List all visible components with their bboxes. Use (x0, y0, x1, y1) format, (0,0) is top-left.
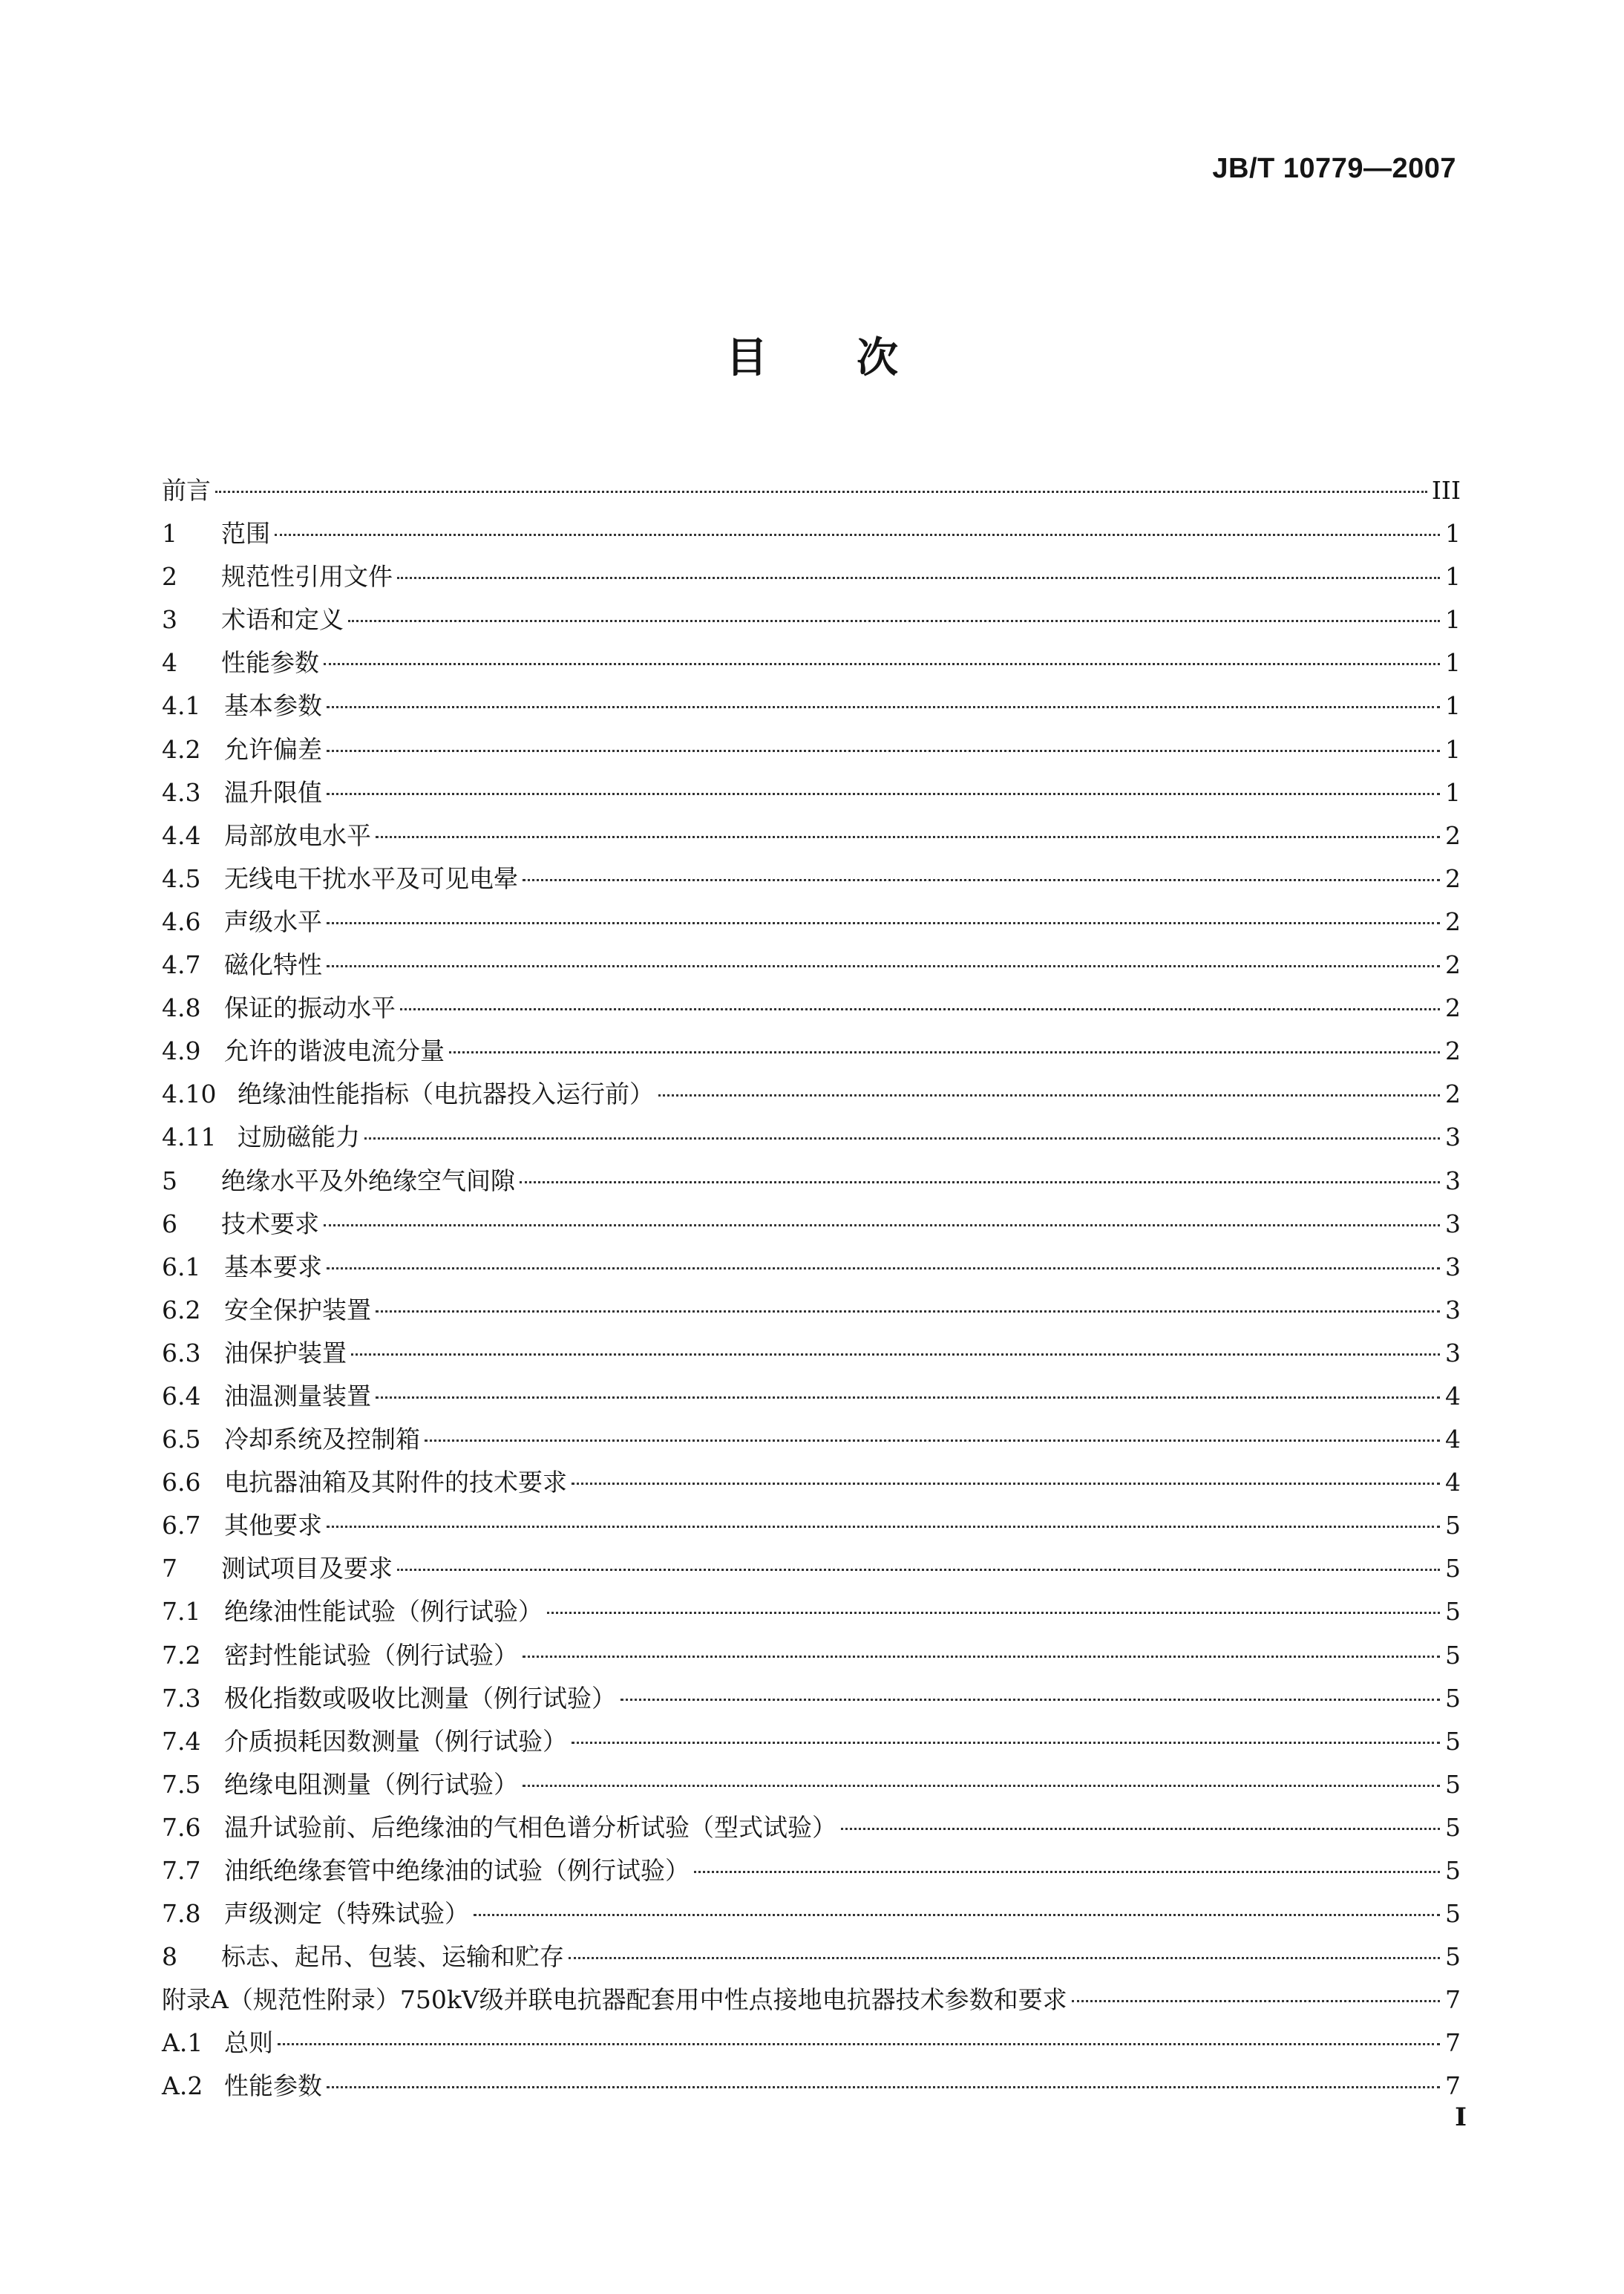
toc-entry-label: 性能参数 (224, 2071, 322, 2101)
toc-entry-label: 其他要求 (224, 1511, 322, 1540)
toc-entry-page: 5 (1445, 1554, 1461, 1584)
toc-leader-dots (569, 1957, 1440, 1959)
toc-entry[interactable] (162, 684, 1461, 728)
toc-entry-number: 4.2 (162, 734, 201, 764)
toc-entry-page: 4 (1445, 1381, 1461, 1411)
toc-entry-number: 6 (162, 1209, 177, 1238)
toc-entry-number: 6.4 (162, 1381, 201, 1411)
toc-entry-page: 1 (1445, 562, 1461, 592)
toc-entry-label: 允许的谐波电流分量 (224, 1036, 445, 1066)
toc-entry[interactable] (162, 1073, 1461, 1116)
toc-entry[interactable] (162, 1935, 1461, 1978)
toc-entry[interactable] (162, 555, 1461, 598)
toc-entry[interactable] (162, 771, 1461, 814)
toc-entry-label: 总则 (224, 2028, 273, 2058)
standard-code: JB/T 10779—2007 (1212, 153, 1456, 184)
toc-entry[interactable] (162, 1978, 1461, 2022)
toc-entry-number: 6.3 (162, 1338, 201, 1367)
toc-entry-label: 术语和定义 (221, 605, 344, 635)
toc-entry-page: 5 (1445, 1769, 1461, 1799)
toc-entry-number: 6.7 (162, 1511, 201, 1540)
toc-entry-number: 4.1 (162, 691, 201, 721)
toc-entry-label: 油保护装置 (224, 1338, 347, 1367)
toc-entry-page: 5 (1445, 1812, 1461, 1842)
toc-entry-number: 7 (162, 1554, 177, 1584)
toc-leader-dots (327, 922, 1440, 924)
toc-leader-dots (523, 1656, 1440, 1658)
toc-leader-dots (327, 965, 1440, 967)
toc-entry-label: 极化指数或吸收比测量（例行试验） (224, 1683, 616, 1713)
toc-entry-page: 1 (1445, 734, 1461, 764)
toc-entry-page: 5 (1445, 1856, 1461, 1885)
toc-entry-page: 4 (1445, 1425, 1461, 1454)
toc-entry-label: 绝缘油性能指标（电抗器投入运行前） (238, 1079, 654, 1109)
toc-entry-label: 油温测量装置 (224, 1381, 371, 1411)
toc-leader-dots (327, 1267, 1440, 1269)
toc-entry[interactable] (162, 1547, 1461, 1590)
toc-leader-dots (621, 1699, 1440, 1701)
toc-entry[interactable] (162, 1116, 1461, 1159)
toc-entry-number: A.2 (162, 2071, 203, 2101)
toc-entry-number: A.1 (162, 2028, 203, 2058)
toc-entry[interactable] (162, 1590, 1461, 1633)
toc-entry-page: 3 (1445, 1166, 1461, 1195)
toc-leader-dots (397, 577, 1440, 579)
toc-leader-dots (327, 793, 1440, 795)
toc-leader-dots (327, 750, 1440, 752)
toc-leader-dots (523, 879, 1440, 881)
toc-entry-label: 测试项目及要求 (221, 1554, 393, 1584)
toc-entry-page: 5 (1445, 1597, 1461, 1627)
toc-entry[interactable] (162, 987, 1461, 1030)
toc-entry-page: 7 (1445, 2071, 1461, 2101)
toc-entry-label: 安全保护装置 (224, 1295, 371, 1324)
toc-entry[interactable] (162, 598, 1461, 641)
toc-entry-label: 允许偏差 (224, 734, 322, 764)
toc-leader-dots (520, 1181, 1440, 1183)
toc-entry-number: 8 (162, 1942, 177, 1972)
toc-entry[interactable] (162, 512, 1461, 555)
toc-leader-dots (324, 1224, 1440, 1226)
toc-entry-page: 1 (1445, 605, 1461, 635)
toc-entry-label: 前言 (162, 476, 211, 505)
toc-leader-dots (348, 620, 1440, 622)
toc-entry[interactable] (162, 1246, 1461, 1289)
toc-leader-dots (572, 1742, 1440, 1744)
toc-entry[interactable] (162, 814, 1461, 857)
toc-entry-number: 7.2 (162, 1640, 201, 1670)
toc-leader-dots (364, 1137, 1440, 1140)
toc-entry-number: 4.9 (162, 1036, 201, 1066)
toc-leader-dots (275, 534, 1440, 536)
toc-entry[interactable] (162, 1892, 1461, 1935)
toc-entry[interactable] (162, 901, 1461, 944)
toc-entry-number: 1 (162, 519, 177, 549)
toc-entry-number: 7.8 (162, 1899, 201, 1929)
toc-entry-page: 7 (1445, 2028, 1461, 2058)
toc-entry-number: 5 (162, 1166, 177, 1195)
page-number: I (1455, 2102, 1467, 2132)
toc-entry-label: 标志、起吊、包装、运输和贮存 (221, 1942, 564, 1972)
toc-entry-number: 7.5 (162, 1769, 201, 1799)
toc-entry-number: 3 (162, 605, 177, 635)
toc-entry-page: 3 (1445, 1295, 1461, 1324)
toc-entry-number: 6.2 (162, 1295, 201, 1324)
toc-entry-page: 2 (1445, 906, 1461, 936)
toc-entry-label: 磁化特性 (224, 950, 322, 980)
toc-entry-number: 4.6 (162, 906, 201, 936)
toc-entry-label: 温升限值 (224, 777, 322, 807)
toc-entry-label: 范围 (221, 519, 270, 549)
toc-entry-page: 5 (1445, 1640, 1461, 1670)
toc-entry-label: 保证的振动水平 (224, 993, 396, 1023)
toc-entry-page: 5 (1445, 1683, 1461, 1713)
toc-entry-label: 声级测定（特殊试验） (224, 1899, 469, 1929)
toc-entry[interactable] (162, 1849, 1461, 1892)
toc-entry-number: 4.7 (162, 950, 201, 980)
toc-entry-page: 5 (1445, 1942, 1461, 1972)
table-of-contents (162, 469, 1461, 2108)
toc-entry-number: 4.10 (162, 1079, 217, 1109)
toc-entry[interactable] (162, 1160, 1461, 1203)
page-title: 目次 (726, 334, 987, 382)
toc-entry-label: 绝缘油性能试验（例行试验） (224, 1597, 543, 1627)
toc-entry-page: 3 (1445, 1123, 1461, 1152)
toc-entry-page: 2 (1445, 1036, 1461, 1066)
toc-entry-page: 2 (1445, 993, 1461, 1023)
toc-entry-label: 基本参数 (224, 691, 322, 721)
toc-entry-number: 6.1 (162, 1252, 201, 1281)
toc-entry-number: 4.4 (162, 820, 201, 850)
toc-entry-number: 2 (162, 562, 177, 592)
toc-entry[interactable] (162, 1289, 1461, 1332)
toc-entry[interactable] (162, 1634, 1461, 1677)
toc-leader-dots (327, 2086, 1440, 2088)
toc-entry-page: 2 (1445, 863, 1461, 893)
toc-entry-label: 密封性能试验（例行试验） (224, 1640, 518, 1670)
toc-entry-number: 6.5 (162, 1425, 201, 1454)
toc-entry-page: 2 (1445, 820, 1461, 850)
toc-entry-page: 1 (1445, 691, 1461, 721)
toc-entry[interactable] (162, 2022, 1461, 2065)
toc-entry[interactable] (162, 857, 1461, 901)
toc-leader-dots (215, 491, 1427, 493)
toc-entry-number: 6.6 (162, 1468, 201, 1497)
toc-entry[interactable] (162, 1332, 1461, 1375)
toc-entry-label: 基本要求 (224, 1252, 322, 1281)
toc-entry-label: 性能参数 (221, 648, 319, 678)
toc-entry-page: 5 (1445, 1726, 1461, 1756)
toc-leader-dots (523, 1785, 1440, 1787)
toc-leader-dots (376, 836, 1440, 838)
toc-entry-page: 4 (1445, 1468, 1461, 1497)
toc-entry-label: 温升试验前、后绝缘油的气相色谱分析试验（型式试验） (224, 1812, 836, 1842)
toc-leader-dots (449, 1051, 1440, 1053)
toc-leader-dots (658, 1094, 1440, 1097)
toc-leader-dots (327, 706, 1440, 708)
toc-leader-dots (278, 2043, 1440, 2045)
toc-entry-page: 1 (1445, 519, 1461, 549)
toc-entry-page: 5 (1445, 1899, 1461, 1929)
toc-entry[interactable] (162, 1030, 1461, 1073)
toc-entry-number: 4.8 (162, 993, 201, 1023)
toc-entry-page: 1 (1445, 777, 1461, 807)
toc-entry-number: 7.3 (162, 1683, 201, 1713)
toc-entry[interactable] (162, 1504, 1461, 1547)
toc-entry-label: 过励磁能力 (238, 1123, 360, 1152)
toc-entry-label: 油纸绝缘套管中绝缘油的试验（例行试验） (224, 1856, 690, 1885)
toc-entry[interactable] (162, 1763, 1461, 1806)
toc-leader-dots (694, 1871, 1440, 1873)
toc-entry[interactable] (162, 2065, 1461, 2108)
toc-leader-dots (400, 1008, 1440, 1010)
toc-entry-number: 4.11 (162, 1123, 217, 1152)
toc-entry-number: 4.3 (162, 777, 201, 807)
toc-leader-dots (397, 1569, 1440, 1571)
toc-leader-dots (572, 1483, 1440, 1485)
toc-entry-number: 7.6 (162, 1812, 201, 1842)
toc-leader-dots (324, 663, 1440, 665)
toc-entry[interactable] (162, 1375, 1461, 1418)
toc-entry-label: 冷却系统及控制箱 (224, 1425, 420, 1454)
toc-entry[interactable] (162, 1806, 1461, 1849)
toc-entry-label: 规范性引用文件 (221, 562, 393, 592)
toc-entry-page: 7 (1445, 1985, 1461, 2015)
toc-entry[interactable] (162, 1461, 1461, 1504)
toc-entry-label: 局部放电水平 (224, 820, 371, 850)
toc-entry-number: 7.7 (162, 1856, 201, 1885)
toc-leader-dots (376, 1396, 1440, 1399)
toc-entry-number: 4.5 (162, 863, 201, 893)
toc-entry-label: 介质损耗因数测量（例行试验） (224, 1726, 567, 1756)
toc-entry-label: 附录A（规范性附录）750kV级并联电抗器配套用中性点接地电抗器技术参数和要求 (162, 1985, 1067, 2015)
toc-entry-label: 无线电干扰水平及可见电晕 (224, 863, 518, 893)
toc-entry-number: 7.1 (162, 1597, 201, 1627)
toc-leader-dots (841, 1828, 1440, 1830)
toc-leader-dots (327, 1526, 1440, 1528)
toc-entry-page: 2 (1445, 950, 1461, 980)
toc-entry[interactable] (162, 1203, 1461, 1246)
toc-entry-page: 3 (1445, 1252, 1461, 1281)
toc-leader-dots (1072, 2000, 1440, 2002)
toc-entry-number: 7.4 (162, 1726, 201, 1756)
toc-entry[interactable] (162, 1720, 1461, 1763)
toc-leader-dots (547, 1612, 1440, 1614)
toc-entry-page: 3 (1445, 1209, 1461, 1238)
toc-entry-page: 1 (1445, 648, 1461, 678)
toc-leader-dots (376, 1310, 1440, 1313)
toc-entry-label: 技术要求 (221, 1209, 319, 1238)
toc-leader-dots (351, 1353, 1440, 1356)
toc-entry-number: 4 (162, 648, 177, 678)
toc-entry[interactable] (162, 641, 1461, 684)
toc-leader-dots (425, 1440, 1440, 1442)
toc-entry[interactable] (162, 944, 1461, 987)
toc-entry[interactable] (162, 1677, 1461, 1720)
toc-entry-page: 5 (1445, 1511, 1461, 1540)
toc-entry-page: 2 (1445, 1079, 1461, 1109)
toc-entry-label: 声级水平 (224, 906, 322, 936)
toc-entry-page: III (1431, 476, 1461, 505)
toc-entry[interactable] (162, 728, 1461, 771)
toc-entry-label: 绝缘水平及外绝缘空气间隙 (221, 1166, 515, 1195)
toc-entry-page: 3 (1445, 1338, 1461, 1367)
toc-entry-label: 绝缘电阻测量（例行试验） (224, 1769, 518, 1799)
toc-entry[interactable] (162, 1418, 1461, 1461)
toc-leader-dots (474, 1914, 1440, 1916)
toc-entry[interactable] (162, 469, 1461, 512)
toc-entry-label: 电抗器油箱及其附件的技术要求 (224, 1468, 567, 1497)
